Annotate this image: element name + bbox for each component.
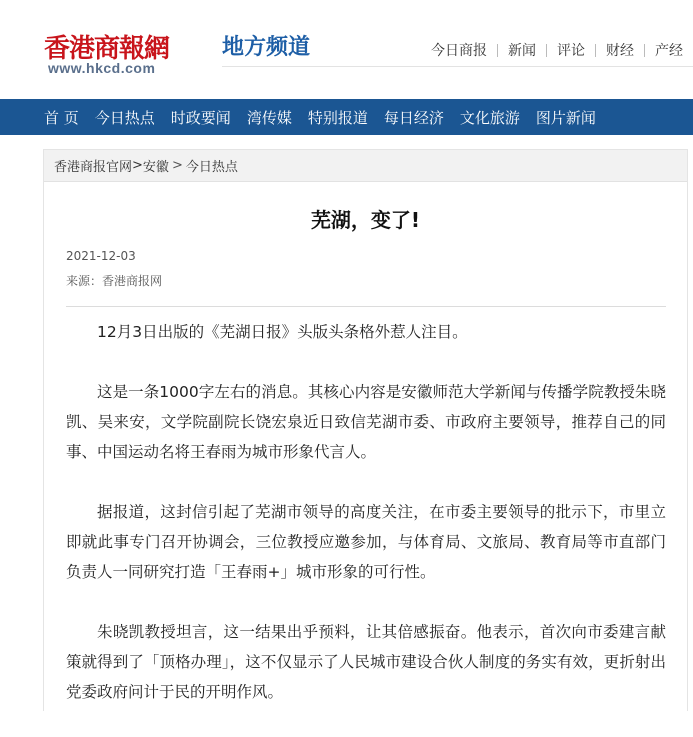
nav-item-daily-economy[interactable]: 每日经济 — [383, 108, 444, 127]
breadcrumb-province[interactable]: 安徽 — [142, 160, 169, 175]
topnav-link-industry[interactable]: 产经 — [655, 43, 683, 59]
article-divider — [66, 306, 666, 307]
breadcrumb-home[interactable]: 香港商报官网 — [54, 160, 133, 175]
nav-item-bay-media[interactable]: 湾传媒 — [246, 108, 292, 127]
nav-item-hot-today[interactable]: 今日热点 — [94, 108, 155, 127]
topnav-link-comment[interactable]: 评论 — [557, 43, 585, 59]
nav-item-home[interactable]: 首 页 — [44, 108, 79, 127]
header-divider — [222, 66, 693, 67]
article-paragraph: 据报道，这封信引起了芜湖市领导的高度关注，在市委主要领导的批示下，市里立即就此事专门召开协调会，三位教授应邀参加，与体育局、文旅局、教育局等市直部门负责人一同研究打造「王春雨+」城市形象的可行性。 — [66, 503, 666, 581]
channel-title[interactable]: 地方频道 — [222, 35, 311, 60]
top-navigation — [421, 40, 693, 60]
site-header — [0, 0, 693, 100]
logo-chinese-name: 香港商報網 — [44, 34, 170, 64]
nav-item-politics[interactable]: 时政要闻 — [170, 108, 231, 127]
topnav-link-news[interactable]: 新闻 — [508, 43, 536, 59]
nav-item-culture-travel[interactable]: 文化旅游 — [459, 108, 520, 127]
main-navigation-bar — [0, 99, 693, 135]
breadcrumb-section[interactable]: 今日热点 — [185, 160, 238, 175]
topnav-link-daily[interactable]: 今日商报 — [431, 43, 487, 59]
article-source: 来源：香港商报网 — [66, 274, 163, 288]
nav-item-special-report[interactable]: 特别报道 — [307, 108, 368, 127]
article-body — [66, 317, 666, 737]
logo-url-text: www.hkcd.com — [48, 60, 156, 76]
article-date: 2021-12-03 — [66, 249, 136, 263]
breadcrumb-separator: > — [171, 158, 183, 173]
article-title: 芜湖，变了! — [310, 208, 421, 232]
article-container — [43, 149, 688, 711]
breadcrumb — [44, 150, 687, 182]
breadcrumb-separator: > — [132, 158, 143, 173]
article-paragraph: 朱晓凯教授坦言，这一结果出乎预料，让其倍感振奋。他表示，首次向市委建言献策就得到了「顶格办理」，这不仅显示了人民城市建设合伙人制度的务实有效，更折射出党委政府问计于民的开明作风。 — [66, 623, 666, 701]
article-paragraph: 12月3日出版的《芜湖日报》头版头条格外惹人注目。 — [97, 323, 468, 341]
topnav-link-finance[interactable]: 财经 — [606, 43, 634, 59]
article-paragraph: 这是一条1000字左右的消息。其核心内容是安徽师范大学新闻与传播学院教授朱晓凯、吴来安，文学院副院长饶宏泉近日致信芜湖市委、市政府主要领导，推荐自己的同事、中国运动名将王春雨为城市形象代言人。 — [66, 383, 666, 461]
site-logo[interactable] — [44, 28, 200, 80]
nav-item-photo-news[interactable]: 图片新闻 — [535, 108, 596, 127]
